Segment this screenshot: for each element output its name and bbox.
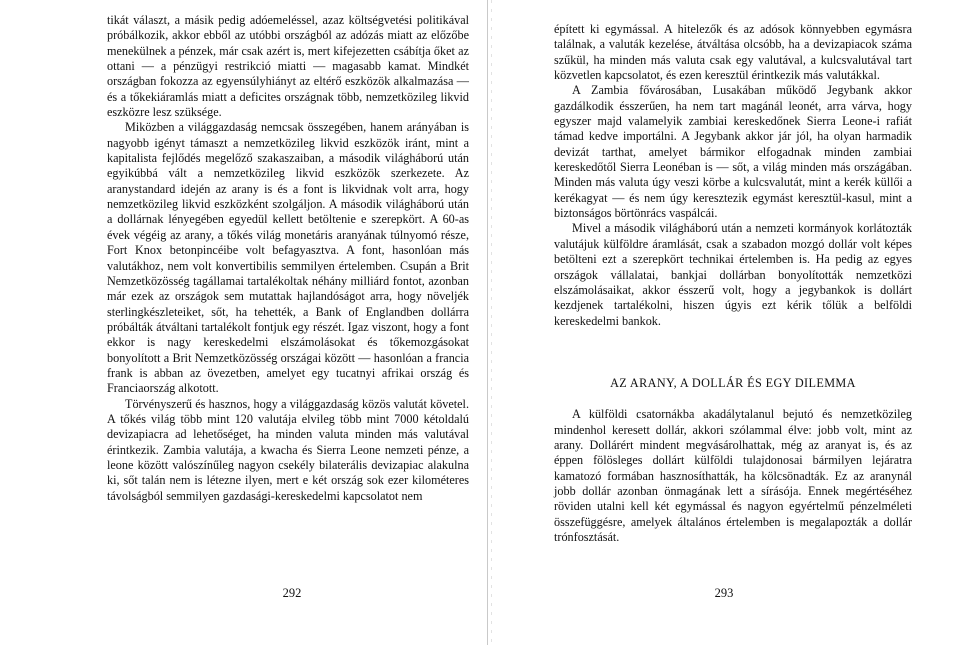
left-paragraph-3: Törvényszerű és hasznos, hogy a világgazdaság közös valutát követel. A tőkés világ több mint 120 valutája elvileg több mint 7000 kétoldalú devizapiacra ad lehetőséget, ha minden valuta minden más valutával érintkezik. Zambia valutája, a kwacha és Sierra Leone nemzeti pénze, a leone között valószínűleg nagyon csekély bilaterális devizapiac alakulna ki, sőt talán nem is létezne ilyen, mert e két ország sok ezer kilométeres távolságból semmilyen gazdasági-kereskedelmi kapcsolatot nem xyxy=(107,396,469,503)
right-paragraph-3: Mivel a második világháború után a nemzeti kormányok korlátozták valutájuk külföldre áramlását, csak a szabadon mozgó dollár volt képes betölteni ezt a szerepkört technikai értelemben is. Ha pedig az egyes országok vállalatai, bankjai dollárban bonyolították nemzetközi elszámolásaikat, akkor ésszerű volt, hogy a jegybankok is dollárt kezdjenek tartalékolni, hiszen úgyis ezt kérik tőlük a belföldi kereskedelmi bankok. xyxy=(554,221,912,328)
right-page xyxy=(492,0,960,645)
left-paragraph-1: tikát választ, a másik pedig adóemeléssel, azaz költségvetési politikával próbálkozik, akkor ebből az utóbbi országból az adózás miatt az előzőbe menekülnek a pénzek, már csak azért is, mert kifejezetten csábítja őket az ottani — a pénzügyi restrikció miatti — magasabb kamat. Mindkét országban fokozza az egyensúlyhiányt az eltérő eszközök alkalmazása — és a tőkekiáramlás miatt a deficites országnak több, nemzetközileg likvid eszközre lesz szüksége. xyxy=(107,13,469,120)
section-paragraph: A külföldi csatornákba akadálytalanul bejutó és nemzetközileg mindenhol keresett dollár, akkori szólammal élve: jobb volt, mint az arany. Dollárért mindent megvásárolhattak, még az aranyat is, és az éppen fölösleges dollárt külföldi tulajdonosai bármilyen lejáratra kamatozó formában hasznosíthatták, ha kölcsönadták. Ez az aranynál jobb dollár azonban önmagának lett a sírásója. Ennek megértéséhez röviden utalni kell két egymással és nagyon egyértelmű pénzelméleti összefüggésre, amelyek általános értelemben is megalapozták a dollár trónfosztását. xyxy=(554,407,912,544)
page-gutter xyxy=(487,0,488,645)
page-number-left: 292 xyxy=(282,586,302,600)
section-heading: AZ ARANY, A DOLLÁR ÉS EGY DILEMMA xyxy=(610,375,856,390)
right-paragraph-1: épített ki egymással. A hitelezők és az adósok könnyebben egymásra találnak, a valuták kezelése, átváltása olcsóbb, ha a devizapiacok száma szűkül, ha minden más valuta csak egy valutával, a kulcsvalutával tart közvetlen kapcsolatot, és ezen keresztül érintkezik más valutákkal. xyxy=(554,22,912,83)
page-number-right: 293 xyxy=(714,586,734,600)
left-paragraph-2: Miközben a világgazdaság nemcsak összegében, hanem arányában is nagyobb igényt támaszt a nemzetközileg likvid eszközök iránt, mint a kapitalista fejlődés megelőző szakaszaiban, a második világháború után egyikúbbá vált a nemzetközileg likvid eszközök szerkezete. Az aranystandard idején az arany is és a font is likvidnak volt arra, hogy nemzetközileg likvid eszközként szolgáljon. A második világháború után a dollárnak lényegében egyedül kellett betöltenie e szerepkört. A 60-as évek végéig az arany, a tőkés világ monetáris aranyának túlnyomó része, Fort Knox betonpincéibe volt befagyasztva. A font, hasonlóan más valutákhoz, nem volt konvertibilis semmilyen értelemben. Csupán a Brit Nemzetközösség tagállamai tartalékoltak néhány milliárd fontot, azonban már ezek az országok sem mutattak hajlandóságot arra, hogy növeljék sterlingkészleteiket, sőt, ha tehették, a Bank of Englandben dollárra próbálták átváltani tartalékolt fontjuk egy részét. Igaz viszont, hogy a font ekkor is nagy kereskedelmi elszámolásokat és tőkemozgásokat bonyolított a Brit Nemzetközösség országai között — hasonlóan a francia frank is abban az övezetben, amelyet egy tucatnyi afrikai ország és Franciaország alkotott. xyxy=(107,120,469,396)
left-page-text xyxy=(107,13,469,504)
right-page-text xyxy=(554,22,912,545)
right-paragraph-2: A Zambia fővárosában, Lusakában működő Jegybank akkor gazdálkodik ésszerűen, ha nem tart magánál leonét, arra várva, hogy egyszer majd valamelyik zambiai kereskedőnek Sierra Leone-i rafiát támad kedve importálni. A Jegybank akkor jár jól, ha olyan harmadik devizát tarthat, amelyet bármikor elfogadnak minden zambiai kereskedőtől Sierra Leonéban is — sőt, a világ minden más országában. Minden más valuta úgy veszi körbe a kulcsvalutát, mint a kerék küllői a kerékagyat — és nem úgy keresztezik egymást keresztül-kasul, mint a biztonságos börtönrács vaspálcái. xyxy=(554,83,912,221)
